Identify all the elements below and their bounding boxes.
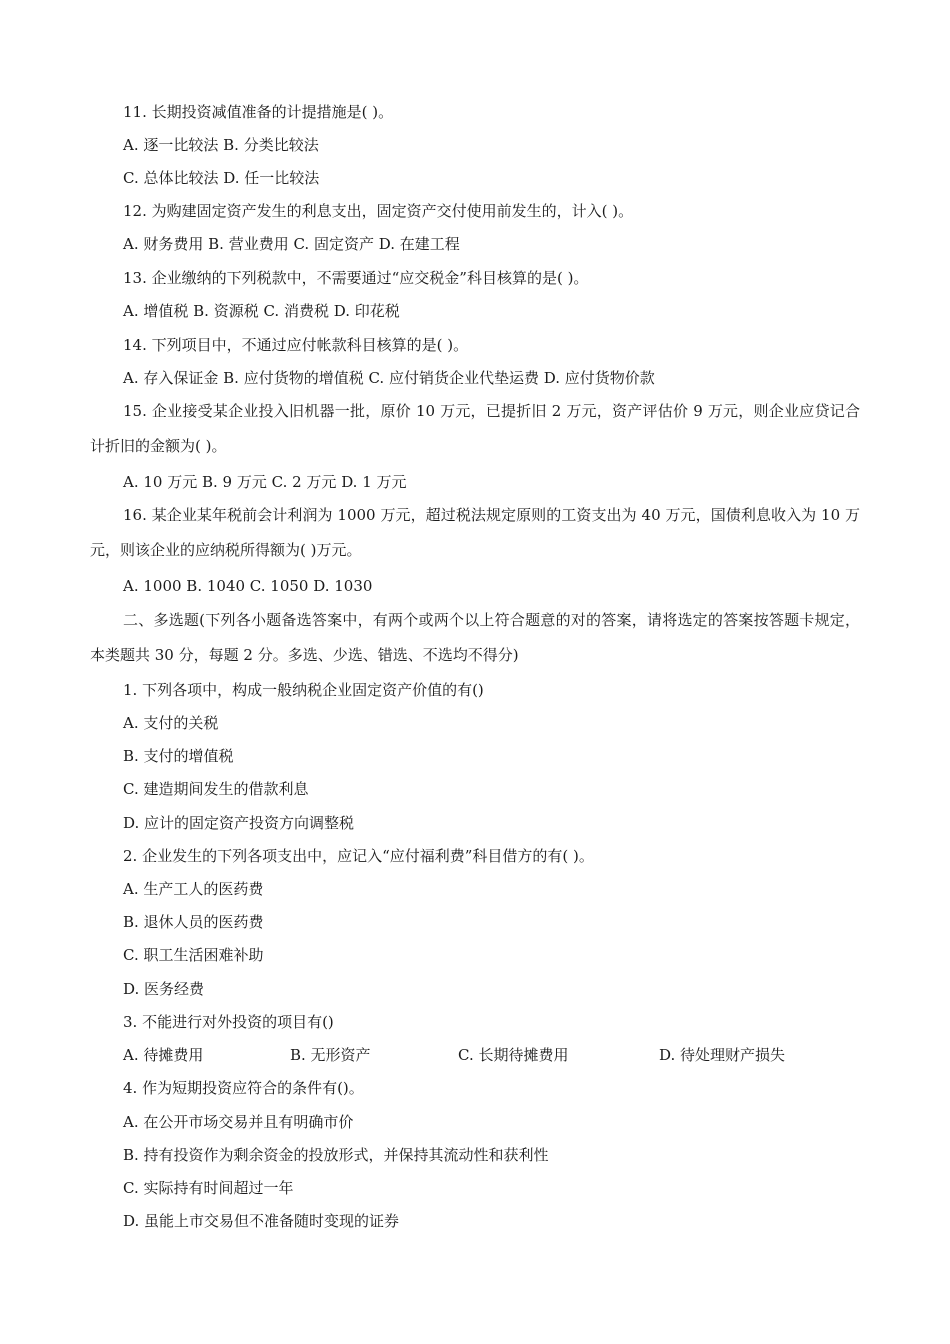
mc-question-2-option-d: D. 医务经费 xyxy=(123,980,205,998)
question-11-stem: 11. 长期投资减值准备的计提措施是( )。 xyxy=(123,103,394,121)
mc-question-2-option-c: C. 职工生活困难补助 xyxy=(123,946,264,964)
mc-question-1-stem: 1. 下列各项中，构成一般纳税企业固定资产价值的有() xyxy=(123,681,484,699)
mc-question-4-stem: 4. 作为短期投资应符合的条件有()。 xyxy=(123,1079,364,1097)
question-14-stem: 14. 下列项目中，不通过应付帐款科目核算的是( )。 xyxy=(123,336,469,354)
mc-question-3-option-d: D. 待处理财产损失 xyxy=(659,1046,786,1064)
mc-question-3-stem: 3. 不能进行对外投资的项目有() xyxy=(123,1013,334,1031)
mc-question-1-option-c: C. 建造期间发生的借款利息 xyxy=(123,780,309,798)
mc-question-3-option-a: A. 待摊费用 xyxy=(123,1046,204,1064)
question-12-options: A. 财务费用 B. 营业费用 C. 固定资产 D. 在建工程 xyxy=(123,235,460,253)
mc-question-2-option-b: B. 退休人员的医药费 xyxy=(123,913,264,931)
mc-question-4-option-d: D. 虽能上市交易但不准备随时变现的证券 xyxy=(123,1212,400,1230)
question-15-options: A. 10 万元 B. 9 万元 C. 2 万元 D. 1 万元 xyxy=(123,473,407,491)
mc-question-2-option-a: A. 生产工人的医药费 xyxy=(123,880,264,898)
mc-question-4-option-a: A. 在公开市场交易并且有明确市价 xyxy=(123,1113,354,1131)
mc-question-4-option-c: C. 实际持有时间超过一年 xyxy=(123,1179,294,1197)
question-15-stem: 15. 企业接受某企业投入旧机器一批，原价 10 万元，已提折旧 2 万元，资产评估价 9 万元，则企业应贷记合计折旧的金额为( )。 xyxy=(90,402,860,455)
mc-question-3-option-b: B. 无形资产 xyxy=(290,1046,371,1064)
mc-question-2-stem: 2. 企业发生的下列各项支出中，应记入“应付福利费”科目借方的有( )。 xyxy=(123,847,594,865)
question-12-stem: 12. 为购建固定资产发生的利息支出，固定资产交付使用前发生的，计入( )。 xyxy=(123,202,634,220)
mc-question-1-option-a: A. 支付的关税 xyxy=(123,714,219,732)
question-11-options-ab: A. 逐一比较法 B. 分类比较法 xyxy=(123,136,319,154)
mc-question-1-option-b: B. 支付的增值税 xyxy=(123,747,234,765)
question-14-options: A. 存入保证金 B. 应付货物的增值税 C. 应付销货企业代垫运费 D. 应付货物价款 xyxy=(123,369,655,387)
mc-question-1-option-d: D. 应计的固定资产投资方向调整税 xyxy=(123,814,355,832)
question-13-stem: 13. 企业缴纳的下列税款中，不需要通过“应交税金”科目核算的是( )。 xyxy=(123,269,589,287)
question-16-stem: 16. 某企业某年税前会计利润为 1000 万元，超过税法规定原则的工资支出为 40 万元，国债利息收入为 10 万元，则该企业的应纳税所得额为( )万元。 xyxy=(90,506,860,559)
mc-question-4-option-b: B. 持有投资作为剩余资金的投放形式，并保持其流动性和获利性 xyxy=(123,1146,549,1164)
question-13-options: A. 增值税 B. 资源税 C. 消费税 D. 印花税 xyxy=(123,302,400,320)
question-16-options: A. 1000 B. 1040 C. 1050 D. 1030 xyxy=(123,577,373,595)
mc-question-3-option-c: C. 长期待摊费用 xyxy=(458,1046,569,1064)
section-2-heading: 二、多选题(下列各小题备选答案中，有两个或两个以上符合题意的对的答案，请将选定的答案按答题卡规定，本类题共 30 分，每题 2 分。多选、少选、错选、不选均不得分) xyxy=(90,611,860,664)
question-11-options-cd: C. 总体比较法 D. 任一比较法 xyxy=(123,169,320,187)
